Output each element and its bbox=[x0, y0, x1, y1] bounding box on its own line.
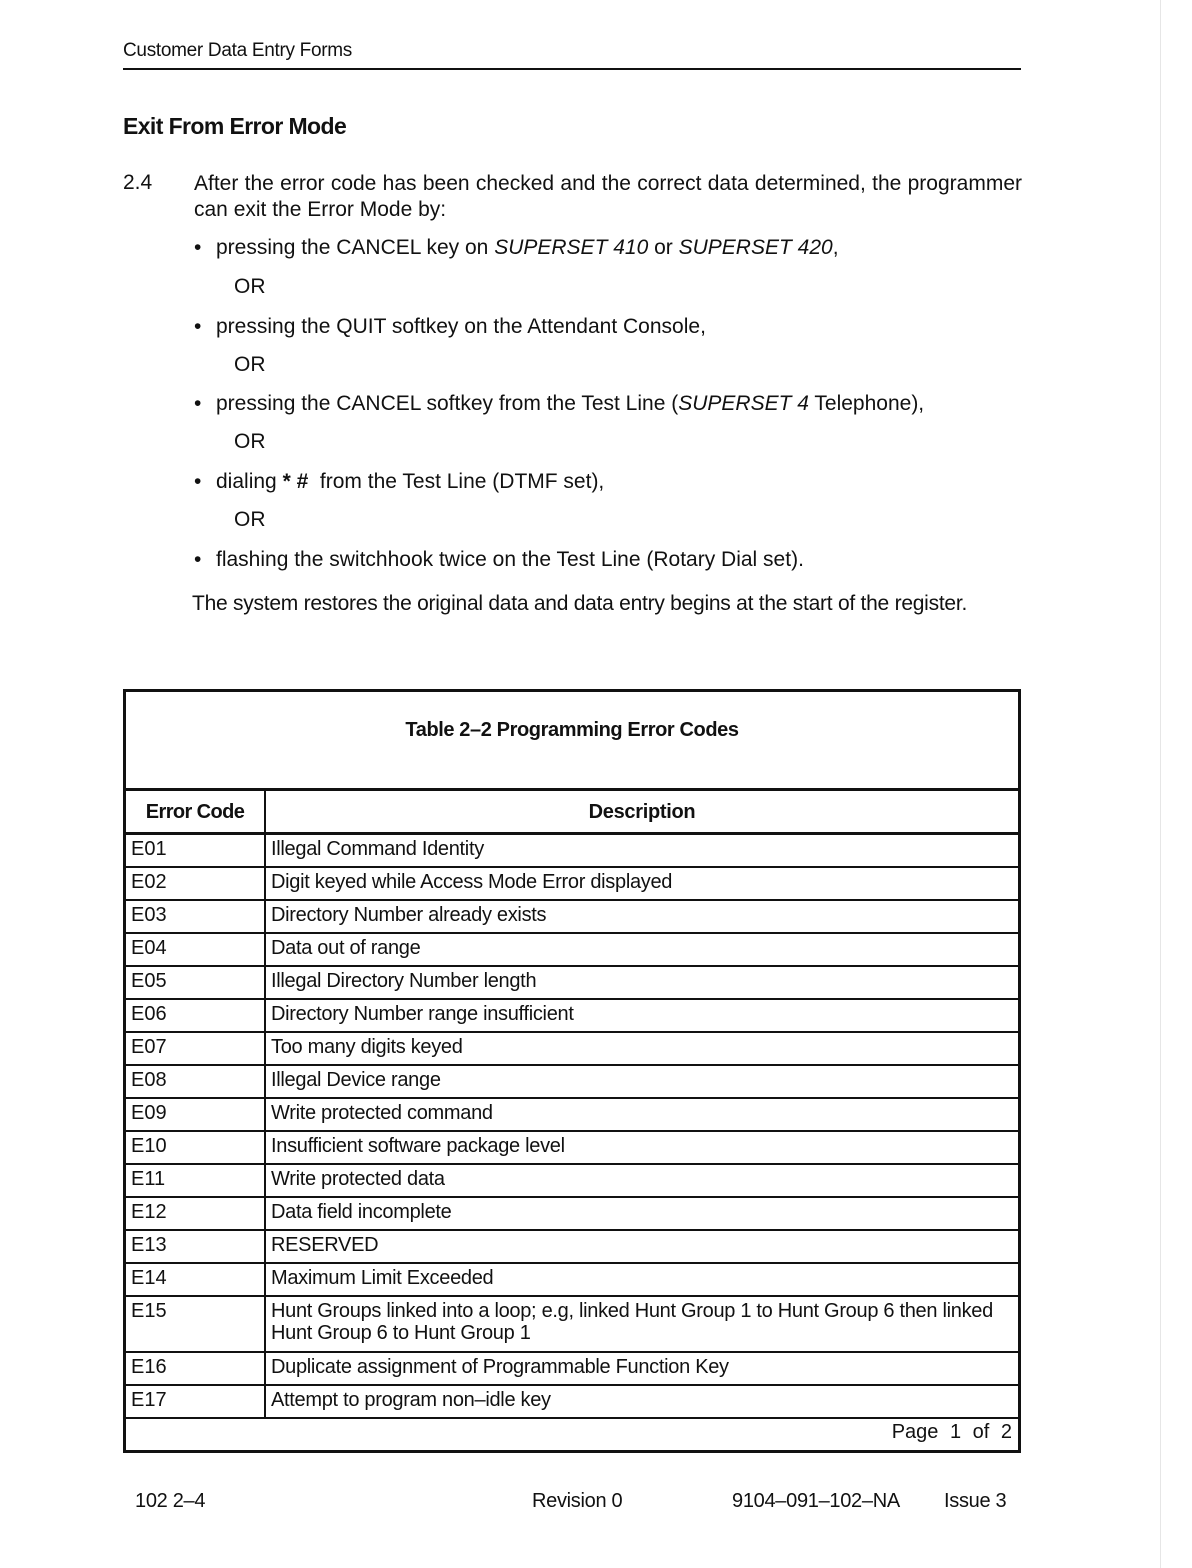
table-row bbox=[126, 1165, 1018, 1198]
column-header-error-code: Error Code bbox=[145, 801, 245, 823]
bullet-dot-icon: • bbox=[194, 470, 202, 493]
description-cell: Illegal Command Identity bbox=[271, 838, 484, 860]
section-title: Exit From Error Mode bbox=[123, 113, 347, 139]
error-code-cell: E08 bbox=[131, 1069, 167, 1091]
description-cell: Too many digits keyed bbox=[271, 1036, 463, 1058]
footer-document-number: 9104–091–102–NA bbox=[732, 1490, 900, 1512]
error-code-cell: E15 bbox=[131, 1300, 167, 1322]
table-row bbox=[126, 1297, 1018, 1353]
column-header-description: Description bbox=[588, 801, 696, 823]
error-code-cell: E14 bbox=[131, 1267, 167, 1289]
table-row bbox=[126, 901, 1018, 934]
table-header-row bbox=[126, 791, 1018, 835]
or-label: OR bbox=[234, 508, 266, 531]
bullet-item: • pressing the QUIT softkey on the Attendant Console, bbox=[194, 315, 706, 338]
table-row bbox=[126, 1353, 1018, 1386]
table-row bbox=[126, 1000, 1018, 1033]
bullet-dot-icon: • bbox=[194, 392, 202, 415]
table-row bbox=[126, 1033, 1018, 1066]
bullet-dot-icon: • bbox=[194, 236, 202, 259]
description-cell: Insufficient software package level bbox=[271, 1135, 565, 1157]
table-title: Table 2–2 Programming Error Codes bbox=[405, 719, 739, 741]
table-row bbox=[126, 1132, 1018, 1165]
table-row bbox=[126, 835, 1018, 868]
description-cell: Illegal Directory Number length bbox=[271, 970, 537, 992]
description-cell: Write protected command bbox=[271, 1102, 493, 1124]
description-cell: Hunt Groups linked into a loop; e.g, linked Hunt Group 1 to Hunt Group 6 then linked Hunt Group 6 to Hunt Group 1 bbox=[271, 1300, 993, 1344]
description-cell: Attempt to program non–idle key bbox=[271, 1389, 551, 1411]
error-code-cell: E10 bbox=[131, 1135, 167, 1157]
error-code-cell: E13 bbox=[131, 1234, 167, 1256]
error-code-cell: E01 bbox=[131, 838, 167, 860]
description-cell: Data out of range bbox=[271, 937, 421, 959]
page-edge-line bbox=[1160, 0, 1161, 1568]
description-cell: Write protected data bbox=[271, 1168, 445, 1190]
bullet-dot-icon: • bbox=[194, 315, 202, 338]
footer-page-number: 102 2–4 bbox=[135, 1490, 206, 1512]
table-row bbox=[126, 967, 1018, 1000]
closing-paragraph: The system restores the original data and data entry begins at the start of the register. bbox=[192, 592, 968, 615]
table-row bbox=[126, 1231, 1018, 1264]
error-code-cell: E02 bbox=[131, 871, 167, 893]
description-cell: Data field incomplete bbox=[271, 1201, 452, 1223]
error-codes-table bbox=[123, 689, 1021, 1453]
or-label: OR bbox=[234, 353, 266, 376]
table-row bbox=[126, 934, 1018, 967]
error-code-cell: E03 bbox=[131, 904, 167, 926]
table-row bbox=[126, 1198, 1018, 1231]
description-cell: Illegal Device range bbox=[271, 1069, 441, 1091]
description-cell: RESERVED bbox=[271, 1234, 379, 1256]
table-page-indicator: Page 1 of 2 bbox=[891, 1421, 1012, 1443]
error-code-cell: E06 bbox=[131, 1003, 167, 1025]
bullet-item: • pressing the CANCEL key on SUPERSET 410 or SUPERSET 420, bbox=[194, 236, 839, 259]
bullet-dot-icon: • bbox=[194, 548, 202, 571]
table-row bbox=[126, 1386, 1018, 1419]
description-cell: Maximum Limit Exceeded bbox=[271, 1267, 494, 1289]
error-code-cell: E12 bbox=[131, 1201, 167, 1223]
error-code-cell: E04 bbox=[131, 937, 167, 959]
table-row bbox=[126, 1264, 1018, 1297]
error-code-cell: E16 bbox=[131, 1356, 167, 1378]
error-code-cell: E09 bbox=[131, 1102, 167, 1124]
or-label: OR bbox=[234, 430, 266, 453]
header-title: Customer Data Entry Forms bbox=[123, 40, 352, 61]
error-code-cell: E07 bbox=[131, 1036, 167, 1058]
paragraph-text: After the error code has been checked and the correct data determined, the programmer can exit the Error Mode by: bbox=[194, 172, 1022, 221]
description-cell: Digit keyed while Access Mode Error displayed bbox=[271, 871, 673, 893]
table-row bbox=[126, 868, 1018, 901]
bullet-item: • flashing the switchhook twice on the Test Line (Rotary Dial set). bbox=[194, 548, 804, 571]
bullet-item: • dialing * # from the Test Line (DTMF set), bbox=[194, 470, 605, 493]
error-code-cell: E05 bbox=[131, 970, 167, 992]
table-row bbox=[126, 1099, 1018, 1132]
table-row bbox=[126, 1066, 1018, 1099]
footer-revision: Revision 0 bbox=[532, 1490, 623, 1512]
bullet-item: • pressing the CANCEL softkey from the Test Line (SUPERSET 4 Telephone), bbox=[194, 392, 925, 415]
error-code-cell: E11 bbox=[131, 1168, 166, 1190]
error-code-cell: E17 bbox=[131, 1389, 167, 1411]
table-body bbox=[126, 835, 1018, 1419]
running-header bbox=[123, 40, 1021, 70]
description-cell: Directory Number already exists bbox=[271, 904, 547, 926]
description-cell: Directory Number range insufficient bbox=[271, 1003, 574, 1025]
footer-issue: Issue 3 bbox=[944, 1490, 1007, 1512]
description-cell: Duplicate assignment of Programmable Function Key bbox=[271, 1356, 729, 1378]
paragraph-number: 2.4 bbox=[123, 171, 153, 194]
or-label: OR bbox=[234, 275, 266, 298]
